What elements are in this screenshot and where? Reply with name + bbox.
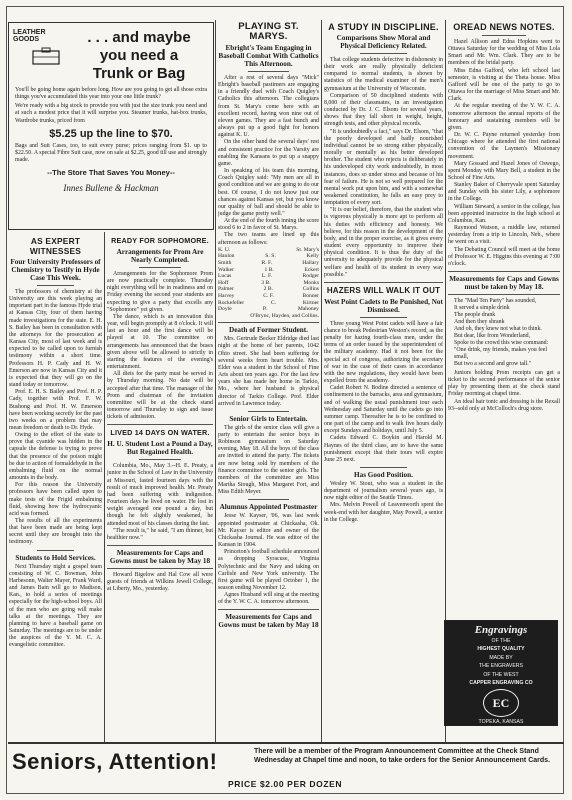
lineup-cell: Collins [302,286,319,293]
divider [360,317,408,318]
paragraph: In speaking of his team this morning, Coach Quigley said: "My men are all in good condition and we are going to do our best. Of course, I do not know just our chances against Kansas yet, but you know our quality of ball and should be able to judge the game pretty well." [218,168,319,217]
divider [360,53,408,54]
paragraph: After a rest of several days "Mick" Ebright's baseball pastimers are engaging in a friendly duel with Coach Quigley's Catholics this afternoon. The collegians from St. Mary's come here with an excellent record, having won nine out of eleven games. They are a fast bunch and always put up a good fight for honors against K. U. [218,75,319,139]
article-heading: HAZERS WILL WALK IT OUT [326,285,441,295]
paragraph: Raymond Watson, a middle law, returned yesterday from a trip to Lincoln, Neb., where he went on a visit. [448,225,560,246]
engraving-title: Engravings [474,624,528,636]
seniors-banner [8,742,564,792]
divider [139,459,181,460]
paragraph: Hazel Allison and Edna Hopkins went to Ottawa Saturday for the wedding of Miss Lola Smart and Mr. Wm. Clark. They are to be members of the bridal party. [448,39,560,67]
paragraph: All diets for the party must be served in by Thursday morning. No date will be accepted after that time. The manager of the Prom and chairman of the invitation committee will be at the check stand tomorrow and Thursday to sign and issue tickets of admission. [107,371,213,421]
lineup-cell: Palmer [218,286,234,293]
article-heading: Students to Hold Services. [15,553,96,562]
paragraph: Stanley Baker of Cherryvale spent Saturday and Sunday with his sister Lily, a sophomore in the College. [448,182,560,203]
divider [107,568,213,569]
column-1 [9,236,102,740]
trunk-advertisement [8,22,214,230]
divider [360,467,408,468]
divider [248,71,288,72]
notice-heading: Measurements for Caps and Gowns must be taken by May 18. [449,275,559,291]
article-body [218,336,319,408]
article-heading: OREAD NEWS NOTES. [453,22,555,32]
lineup-cell: L. F. [261,273,273,280]
lineup-cell: Mahoney [297,306,319,313]
paragraph: Columbia, Mo., May 3.--H. E. Preaty, a junior in the School of Law in the University at Missouri, fasted fourteen days with the result of much improved health. Mr. Preaty had been suffering with indigestion. Fourteen days he lived on water. He lost in weight averaged one pound a day, but though he felt slightly weakened, he attended most of his classes during the fast. [107,463,213,527]
divider [218,322,319,323]
article-heading: A STUDY IN DISCIPLINE. [328,22,439,32]
paragraph: Howard Bigelow and Hal Cow all were guests of friends at Wilkins Jewell College, at Liberty, Mo., yesterday. [107,572,213,593]
lineup-header-cell: St. Mary's [296,246,319,253]
article-heading: Death of Former Student. [229,326,308,335]
engraving-advertisement [444,620,558,726]
paragraph: Dr. W. C. Payne returned yesterday from Chicago where he attended the first national convention of the Laymen's Missionary movement. [448,132,560,160]
lineup-row [218,286,319,293]
lineup-cell: P. [262,306,267,313]
article-subhead: Ebright's Team Engaging in Baseball Combat With Catholics This Afternoon. [218,44,319,68]
poem-line: The "Mad Ten Party" has sounded, [454,298,537,304]
paragraph: Princeton's football schedule announced as dropping Syracuse, Virginia Polytechnic and the Navy and taking on Carlisle and New York university. The first game will be played October 1, the season ending November 12. [218,549,319,591]
lineup-cell: Smith [218,259,232,266]
ad-signature: Innes Bullene & Hackman [63,183,159,194]
poem-line: "One drink, my friends, makes you feel small, [454,347,548,360]
divider [248,411,288,412]
column-3 [218,22,319,740]
paragraph: Cadet Robert N. Bodine directed a sentence of confinement to the barracks, area and gymnasium, and of walking the usual punishment tour each Wednesday and Saturday until the cadets go into summer camp. Thereafter he is to be confined to one part of the camp and to walk five hours daily except Sundays and holidays, until July 5. [324,385,443,435]
article-heading: AS EXPERT WITNESSES [29,236,82,256]
lineup-intro: The two teams are lined up this afternoon as follows: [218,232,319,246]
paragraph: Agnes Husband will sing at the meeting of the Y. W. C. A. tomorrow afternoon. [218,592,319,606]
article-heading: READY FOR SOPHOMORE. [111,236,209,245]
paragraph: The Debating Council will meet at the home of Professor W. E. Higgins this evening at 7:00 o'clock. [448,246,560,267]
lineup-cell: Harvey [218,292,235,299]
paragraph: Mary Gossard and Hazel Jones of Oswego, spent Monday with Mary Bell, a student in the School of Fine Arts. [448,160,560,181]
column-rule [215,20,216,742]
divider [37,550,74,551]
article-body [107,572,213,593]
poem-line: But two a second and grow tall." [454,361,532,367]
article-heading: PLAYING ST. MARYS. [238,22,299,42]
lineup-cell: 3 B. [261,279,271,286]
divider [107,545,213,546]
paragraph: Juniors holding Prom receipts can get a ticket to the second performance of the senior play by presenting them at the check stand Friday morning at chapel time. [448,370,560,398]
paragraph: Cadets Edward C. Boykin and Harold M. Haynes of the third class, are to have the same punishment except that their tours will expire June 25 next. [324,435,443,463]
article-body [218,75,319,232]
divider [448,271,560,272]
ad-price-range: $5.25 up the line to $70. [49,127,173,140]
paragraph: Comparison of 50 disciplined students with 8,000 of their classmates, in an investigation conducted by Dr. J. C. Elsom for several years, shows that they fall short in weight, height, strength tests, and other physical records. [324,92,443,128]
article-body [324,57,443,279]
ad-paragraph: Bags and Suit Cases, too, to suit every purse; prices ranging from $1. up to $22.50. A special Fibre Suit case, now on sale at $2.25, good till use and strongly made. [15,142,207,164]
engraving-line: OF THE WEST [483,671,519,678]
divider [324,282,443,283]
article-body [448,39,560,268]
banner-text: There will be a member of the Program Announcement Committee at the Check Stand Wednesday at Chapel time and noon, to take orders for the Senior Announcement Cards. [254,748,550,764]
paragraph: "It is our belief, therefore, that the student who is vigorous physically is more apt to perform all his duties with efficiency and honesty. We believe, for this reason in the development of the body, and in the proper exercise, as it gives every student every opportunity to improve their physical condition. It is thus the duty of the university to adequately provide for the physical welfare and health of its student in every way possible." [324,207,443,278]
ad-slogan: --The Store That Saves You Money-- [47,168,175,178]
article-subhead: Arrangements for Prom Are Nearly Completed. [116,248,204,264]
leather-goods-logo [13,29,65,65]
poem-line: The people drank [454,312,496,318]
article-subhead: H. U. Student Lost a Pound a Day, But Regained Health. [107,440,213,457]
ad-paragraph: You'll be going home again before long. How are you going to get all those extra things you've accumulated this year into your one little trunk? [15,87,207,101]
lineup-cell: Rodger [302,273,319,280]
article-subhead: Comparisons Show Moral and Physical Deficiency Related. [336,34,431,50]
trunk-icon [31,47,61,65]
article-body [9,289,102,547]
lineup-header [218,247,319,254]
lineup-header-cell: K. U. [218,246,231,253]
article-body [218,425,319,497]
divider [248,499,288,500]
divider [107,424,213,425]
lineup-cell: 2 B. [263,286,273,293]
article-heading: Senior Girls to Entertain. [229,414,308,423]
lineup-cell: Doyle [218,306,232,313]
paragraph: An ideal hair tonic and dressing is the Rexall 93--sold only at McColloch's drug store. [448,398,560,412]
article-heading: LIVED 14 DAYS ON WATER. [110,428,210,438]
lineup-row [218,267,319,274]
lineup-row [218,253,319,260]
article-body [448,370,560,413]
lineup-row [218,260,319,267]
lineup-row [218,300,319,307]
poem-line: And oh, they knew not what to think. [454,326,542,332]
paragraph: Miss Edna Gafford, who left school last semester, is visiting at the Theta house. Miss Gafford will be one of the party to go to Ottawa for the marriage of Miss Smart and Mr. Clark. [448,67,560,103]
paragraph: Prof. E. H. S. Bailey and Prof. H. P. Cady, together with Prof. F. W. Bushong and Prof. H. W. Emerson have been working secretly for the past two weeks on a problem that may mean freedom or death to Dr. Hyde. [9,389,102,431]
ad-headline: Trunk or Bag [92,65,186,82]
logo-line: GOODS [13,36,40,43]
lineup-table [218,247,319,320]
lineup-note: O'Brync, Hayden, and Collins. [250,312,319,319]
paragraph: That college students defective in dishonesty in their work are really physically deficient compared to normal students, is shown by statistics of the medical examiner of the men's gymnasium at the University of Wisconsin. [324,57,443,92]
paragraph: Mrs. Melvin Powell of Leavenworth spent the week-end with her daughter, May Powell, a senior in the College. [324,502,443,523]
article-heading: Alumnus Appointed Postmaster [219,503,318,512]
column-rule [321,20,322,742]
article-subhead: West Point Cadets to Be Punished, Not Dismissed. [324,297,443,314]
paragraph: The girls of the senior class will give a party to entertain the senior boys in Robinson gymnasium on Saturday evening, May 18. All the boys of the class are invited to attend the party. The tickets are now being sold by members of the finance committee to the senior girls. The members of the committee are Miss Martha Stough, Miss Margaret Fort, and Miss Edith Meyer. [218,424,319,496]
lineup-row [218,306,319,313]
column-4 [324,22,443,740]
ad-headline: you need a [99,47,179,64]
article-subhead: Four University Professors of Chemistry to Testify in Hyde Case This Week. [10,258,101,282]
paragraph: Mrs. Gertrude Becker Eldridge died last night at the home of her parents, 1042 Ohio street. She had been suffering for several weeks from heart trouble. Mrs. Elder was a student in the School of Fine Arts about ten years ago. For the last few years she has made her home in Tarkio, Mo., where her husband is physical director of Tarkio College. Prof. Elder arrived in Lawrence today. [218,336,319,407]
poem-line: It served a simple drink [454,305,510,311]
lineup-row [218,273,319,280]
divider [218,609,319,610]
article-heading: Has Good Position. [354,470,413,479]
engraving-line: OF THE [491,638,511,644]
lineup-cell: Bonner [302,292,319,299]
engraving-line: TOPEKA, KANSAS [478,719,524,726]
logo-line: LEATHER [13,29,46,36]
article-body [107,271,213,421]
banner-price: PRICE $2.00 PER DOZEN [228,779,343,789]
poem [448,298,560,368]
column-rule [104,232,105,742]
ad-headline: . . . and maybe [87,29,191,46]
engraving-line: THE ENGRAVERS [478,663,523,670]
lineup-cell: Rockefeller [218,299,245,306]
engraving-mark: EC [483,689,519,717]
lineup-cell: Hanlon [218,253,235,260]
paragraph: Wesley W. Stout, who was a student in the department of journalism several years ago, is now night editor of the Seattle Times. [324,480,443,502]
engraving-line: HIGHEST QUALITY [477,646,525,653]
poem-line: Spoke to the crowd this wise command: [454,340,549,346]
banner-headline: Seniors, Attention! [12,749,218,774]
article-body [9,564,102,650]
paragraph: Arrangements for the Sophomore Prom are now practically complete. Thursday night everything will be in readiness and on Friday evening the second year students are expecting to give a party that excells any "Sophomore" yet given. [107,271,213,313]
lineup-cell: C. [270,299,277,306]
lineup-cell: S. S. [265,253,276,260]
paragraph: For this reason the University professors have been called upon to make tests of the Frigid embalming fluid, showing how the hydrocyanic acid was formed. [9,482,102,517]
paragraph: Three young West Point cadets will have a fair chance to break Pedestrian Weston's record, as the penalty for hazing fourth-class men, under the terms of an order issued by the superintendent of the military academy. Had it not been for the special act of congress, authorizing the secretary of war in the case of their cases in accordance with the new regulations, they would have been expelled from the academy. [324,320,443,385]
lineup-row [218,293,319,300]
paragraph: The results of all the experiments that have been made are being kept secret until they are brought into the testimony. [9,518,102,546]
paragraph: "It is undoubtedly a fact," says Dr. Elsom, "that the poorly developed and badly nourished individual cannot be so strong either physically, morally or mentally as his better developed brother. The student who rejects is deliberately in his undeveloped city work undoubtedly, in most instances, does so under stress and because of his fear of failure. He is not so well prepared for the mental work put upon him, and with a somewhat weakened constitution, he falls an easy prey to temptation of every sort. [324,128,443,207]
article-body [324,321,443,464]
lineup-cell: C. F. [263,292,274,299]
article-body [107,463,213,542]
lineup-cell: R. F. [261,259,273,266]
paragraph: On the other hand the several days' rest and consistent practice for the Varsity are enabling the Kansans to put up a snappy game. [218,139,319,167]
divider [139,267,181,268]
lineup-cell: Monks [303,279,319,286]
lineup-row [218,280,319,287]
lineup-cell: 1 B. [264,266,274,273]
lineup-cell: Walker [218,266,235,273]
lineup-cell: Kirtner [302,299,319,306]
lineup-cell: Lucas [218,273,232,280]
paragraph: The professors of chemistry at the University are this week playing an important part in the famous Hyde trial at Kansas City, four of them having made investigations for the state. E. H. S. Bailey has been in consultation with the attorneys for the prosecution at Kansas City, most of last week and is expected to be called upon to furnish testimony within a short time. Professors H. P. Cady and H. W. Emerson are now in Kansas City and it is expected that they will go on the stand today or tomorrow. [9,289,102,389]
column-2 [107,236,213,740]
ad-paragraph: We're ready with a big stock to provide you with just the size trunk you need and at such a modest price that it will surprise you. Steamer trunks, hat-box trunks, Wardrobe trunks, priced from [15,103,207,124]
notice-heading: Measurements for Caps and Gowns must be taken by May 18 [109,549,211,565]
paragraph: The dance, which is an innovation this year, will begin promptly at 8 o'clock. It will last an hour and the first dance will be played at 10. The committee on arrangements has announced that the buses given above will be allowed to strictly in starting the features of the evening's entertainment. [107,313,213,371]
divider [482,35,527,36]
paragraph: Next Thursday night a gospel team consisting of W. C. Bowman, John Harbesonn, Walter Mayer, Frank Ward, and James Bain will go to Madison, Kan., to hold a series of meetings especially for the high-school boys. All of the men who are going will make talks at the meetings. They are planning to have a baseball game on Saturday. The meetings are to be under the auspices of the Y. M. C. A. evangelistic committee. [9,563,102,649]
lineup-cell: Hoff [218,279,229,286]
paragraph: Owing to the effort of the state to prove that cyanide was hidden in the capsule the defense is trying to prove that the presence of the poison might be due to action of formaldehyde in the embalming fluid on the normal amounts in the body. [9,432,102,482]
ad-body [15,87,207,193]
paragraph: At the regular meeting of the Y. W. C. A. tomorrow afternoon the annual reports of the honorary and sustaining members will be given. [448,103,560,131]
article-body [324,481,443,524]
engraving-line: CAPPER ENGRAVING CO [469,680,533,687]
divider [448,294,560,295]
article-body [218,513,319,606]
lineup-cell: Hallary [302,259,319,266]
poem-line: But dear, like from Wonderland, [454,333,531,339]
paragraph: William Steward, a senior in the college, has been appointed instructor in the high school at Columbus, Kan. [448,203,560,224]
notice-heading: Measurements for Caps and Gowns must be taken by May 18 [218,613,319,630]
engraving-line: MADE BY [489,654,513,661]
lineup-cell: Eckert [304,266,319,273]
lineup-cell: Kelly [306,253,319,260]
paragraph: "The result is," he said, "I am thinner, but healthier now." [107,527,213,541]
poem-line: And then they shrank [454,319,505,325]
paragraph: Jesse W. Kayser, '06, was last week appointed postmaster at Chickasha, Ok. Mr. Kayser is editor and owner of the Chickasha Journal. He was editor of the Kansan in 1904. [218,513,319,549]
paragraph: At the end of the fourth inning the score stood 6 to 2 in favor of St. Marys. [218,218,319,232]
column-5 [448,22,560,618]
divider [37,285,74,286]
